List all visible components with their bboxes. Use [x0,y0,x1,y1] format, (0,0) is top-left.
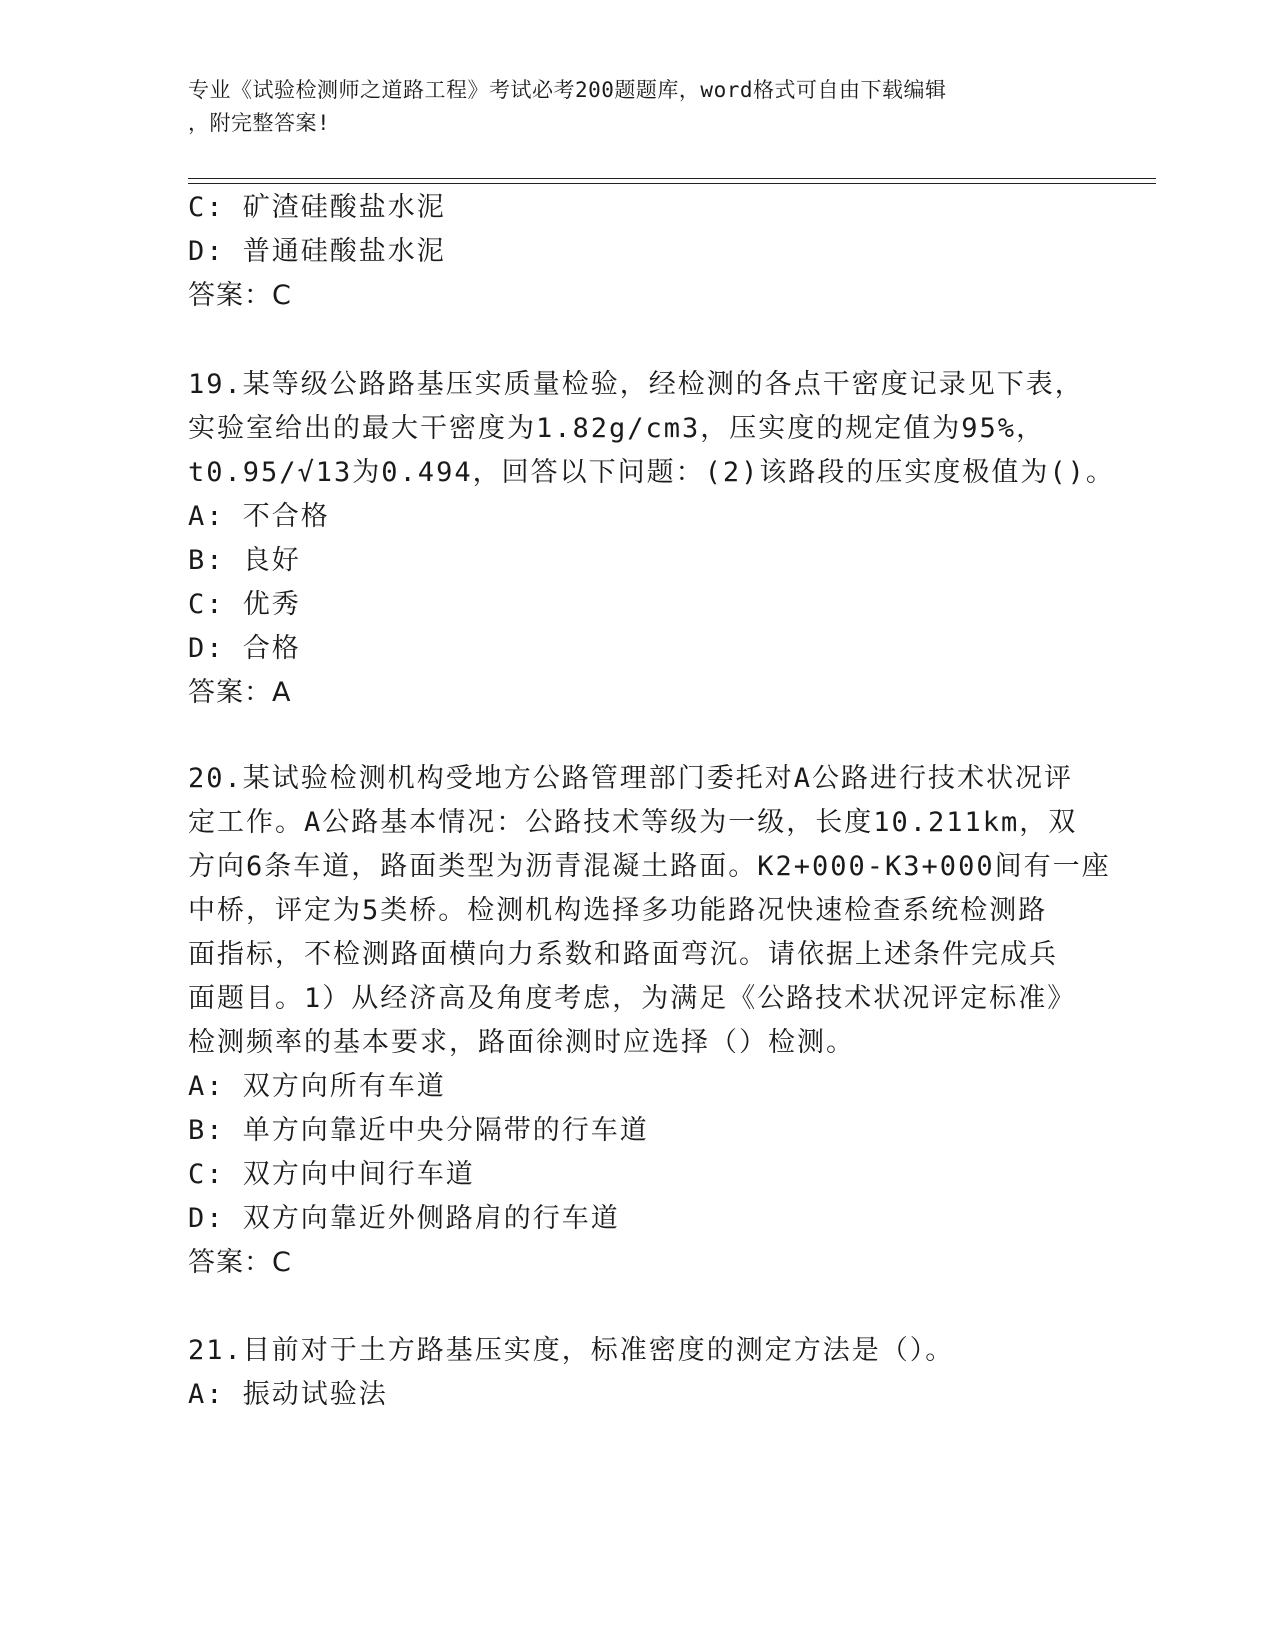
q19-option-b: B: 良好 [188,545,301,576]
q20-option-d: D: 双方向靠近外侧路肩的行车道 [188,1203,620,1234]
header-line-1: 专业《试验检测师之道路工程》考试必考200题题库，word格式可自由下载编辑 [188,78,947,102]
q19-answer: 答案：A [188,677,292,708]
q20-stem-line: 定工作。A公路基本情况：公路技术等级为一级，长度10.211km，双 [188,807,1078,838]
header-line-2: ，附完整答案! [188,111,331,135]
q19-option-d: D: 合格 [188,633,301,664]
q19-stem-line: 19.某等级公路路基压实质量检验，经检测的各点干密度记录见下表， [188,369,1084,400]
q20-stem-line: 20.某试验检测机构受地方公路管理部门委托对A公路进行技术状况评 [188,763,1074,794]
q20-stem-line: 检测频率的基本要求，路面徐测时应选择（）检测。 [188,1027,855,1058]
q20-option-c: C: 双方向中间行车道 [188,1159,475,1190]
q19-option-c: C: 优秀 [188,589,301,620]
header-rule-top [188,178,1156,179]
q19-option-a: A: 不合格 [188,501,330,532]
q20-option-a: A: 双方向所有车道 [188,1071,446,1102]
q21-stem-line: 21.目前对于土方路基压实度，标准密度的测定方法是（）。 [188,1335,955,1366]
q19-stem-line: t0.95/√13为0.494，回答以下问题：(2)该路段的压实度极值为()。 [188,457,1115,488]
q20-stem-line: 面指标，不检测路面横向力系数和路面弯沉。请依据上述条件完成兵 [188,939,1058,970]
q18-answer: 答案：C [188,280,292,311]
q21-option-a: A: 振动试验法 [188,1379,388,1410]
q19-stem-line: 实验室给出的最大干密度为1.82g/cm3，压实度的规定值为95%， [188,413,1046,444]
q20-stem-line: 方向6条车道，路面类型为沥青混凝土路面。K2+000-K3+000间有一座 [188,851,1111,882]
q18-option-c: C: 矿渣硅酸盐水泥 [188,192,446,223]
q20-answer: 答案：C [188,1247,292,1278]
document-header [188,74,1088,140]
q20-option-b: B: 单方向靠近中央分隔带的行车道 [188,1115,649,1146]
q18-option-d: D: 普通硅酸盐水泥 [188,236,446,267]
q20-stem-line: 中桥，评定为5类桥。检测机构选择多功能路况快速检查系统检测路 [188,895,1048,926]
q20-stem-line: 面题目。1）从经济高及角度考虑，为满足《公路技术状况评定标准》 [188,983,1077,1014]
header-rule-bottom [188,183,1156,184]
